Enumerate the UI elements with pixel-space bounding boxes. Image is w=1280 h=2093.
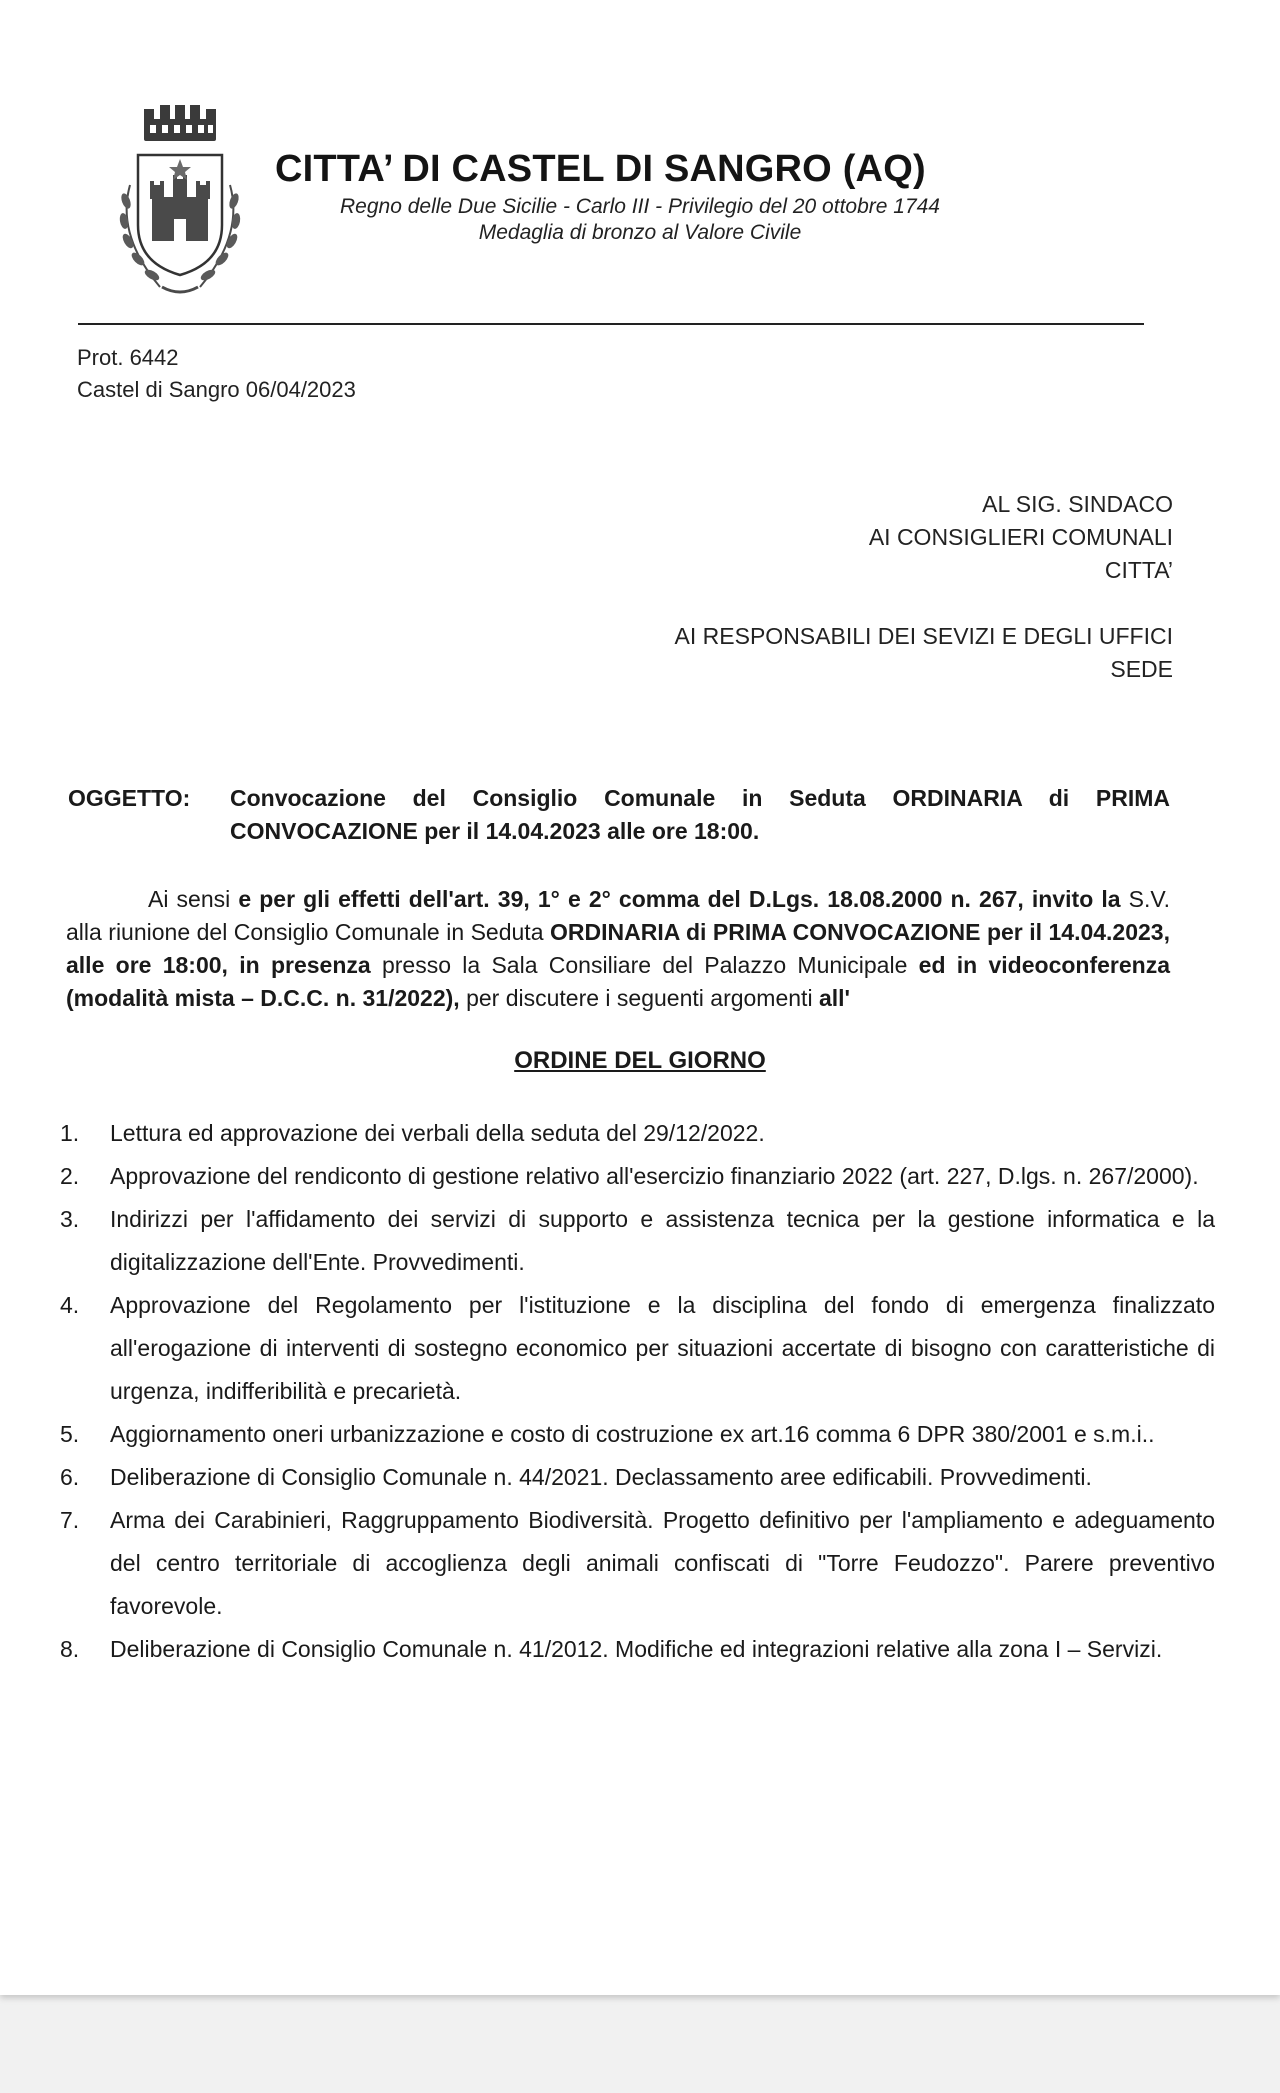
agenda-item-number: 4. [60, 1292, 80, 1318]
agenda-item [60, 1456, 1170, 1499]
agenda-item-text: Lettura ed approvazione dei verbali della seduta del 29/12/2022. [110, 1120, 765, 1146]
agenda-item-text: Deliberazione di Consiglio Comunale n. 41/2012. Modifiche ed integrazioni relative alla zona I – Servizi. [110, 1636, 1163, 1662]
intro-text: Ai sensi [148, 886, 239, 912]
agenda-item-number: 8. [60, 1636, 80, 1662]
intro-text: per discutere i seguenti argomenti [459, 985, 819, 1011]
agenda-item-text: Aggiornamento oneri urbanizzazione e costo di costruzione ex art.16 comma 6 DPR 380/2001 e s.m.i.. [110, 1421, 1155, 1447]
city-crest-logo [100, 105, 260, 305]
agenda-item-text: Arma dei Carabinieri, Raggruppamento Biodiversità. Progetto definitivo per l'ampliamento e adeguamento del centro territoriale di accoglienza degli animali confiscati di "Torre Feudozzo". Parere preventivo favorevole. [110, 1507, 1215, 1619]
subject-label: OGGETTO: [68, 785, 191, 811]
recipient-line: AI CONSIGLIERI COMUNALI [868, 524, 1173, 550]
intro-paragraph [66, 883, 1170, 1015]
protocol-number: Prot. 6442 [77, 345, 179, 370]
agenda-item-number: 6. [60, 1464, 80, 1490]
header-divider [78, 323, 1144, 325]
recipient-line: CITTA’ [1104, 557, 1173, 583]
agenda-title: ORDINE DEL GIORNO [514, 1047, 766, 1074]
agenda-item-text: Indirizzi per l'affidamento dei servizi di supporto e assistenza tecnica per la gestione informatica e la digitalizzazione dell'Ente. Provvedimenti. [110, 1206, 1215, 1275]
agenda-item-number: 2. [60, 1163, 80, 1189]
header-subtitle-history: Regno delle Due Sicilie - Carlo III - Privilegio del 20 ottobre 1744 [340, 195, 940, 218]
agenda-item [60, 1499, 1215, 1628]
intro-text: S.V. alla riunione del Consiglio Comunale in Seduta [66, 886, 1170, 945]
agenda-item-text: Approvazione del rendiconto di gestione relativo all'esercizio finanziario 2022 (art. 227, D.lgs. n. 267/2000). [110, 1163, 1199, 1189]
recipient-line: SEDE [1110, 656, 1173, 682]
agenda-item [60, 1198, 1215, 1284]
agenda-item-text: Approvazione del Regolamento per l'istituzione e la disciplina del fondo di emergenza finalizzato all'erogazione di interventi di sostegno economico per situazioni accertate di bisogno con caratteristiche di urgenza, indifferibilità e precarietà. [110, 1292, 1215, 1404]
agenda-item-text: Deliberazione di Consiglio Comunale n. 44/2021. Declassamento aree edificabili. Provvedimenti. [110, 1464, 1092, 1490]
agenda-item [60, 1628, 1170, 1671]
header-subtitle-medal: Medaglia di bronzo al Valore Civile [478, 221, 802, 244]
intro-text: presso la Sala Consiliare del Palazzo Municipale [370, 952, 919, 978]
recipient-line: AL SIG. SINDACO [982, 491, 1173, 517]
recipient-block-offices [675, 620, 1173, 686]
intro-text-bold: ORDINARIA di PRIMA CONVOCAZIONE per il 14.04.2023, alle ore 18:00, in presenza [66, 919, 1170, 978]
agenda-item-number: 7. [60, 1507, 80, 1533]
intro-text-bold: all' [818, 985, 850, 1011]
intro-text-bold: ed in videoconferenza (modalità mista – D.C.C. n. 31/2022), [66, 952, 1171, 1011]
agenda-item-number: 1. [60, 1120, 80, 1146]
agenda-item-number: 3. [60, 1206, 80, 1232]
agenda-item-number: 5. [60, 1421, 80, 1447]
agenda-item [60, 1413, 1170, 1456]
agenda-item [60, 1112, 1170, 1155]
agenda-item [60, 1155, 1199, 1198]
intro-text-bold: e per gli effetti dell'art. 39, 1° e 2° comma del D.Lgs. 18.08.2000 n. 267, invito la [238, 886, 1121, 912]
subject-text: Convocazione del Consiglio Comunale in Seduta ORDINARIA di PRIMA CONVOCAZIONE per il 14.04.2023 alle ore 18:00. [230, 785, 1170, 844]
place-date: Castel di Sangro 06/04/2023 [77, 377, 356, 402]
recipient-line: AI RESPONSABILI DEI SEVIZI E DEGLI UFFICI [674, 623, 1173, 649]
city-title: CITTA’ DI CASTEL DI SANGRO (AQ) [275, 148, 926, 190]
agenda-item [60, 1284, 1215, 1413]
recipient-block-council [869, 488, 1173, 587]
agenda-list [60, 1112, 1215, 1671]
